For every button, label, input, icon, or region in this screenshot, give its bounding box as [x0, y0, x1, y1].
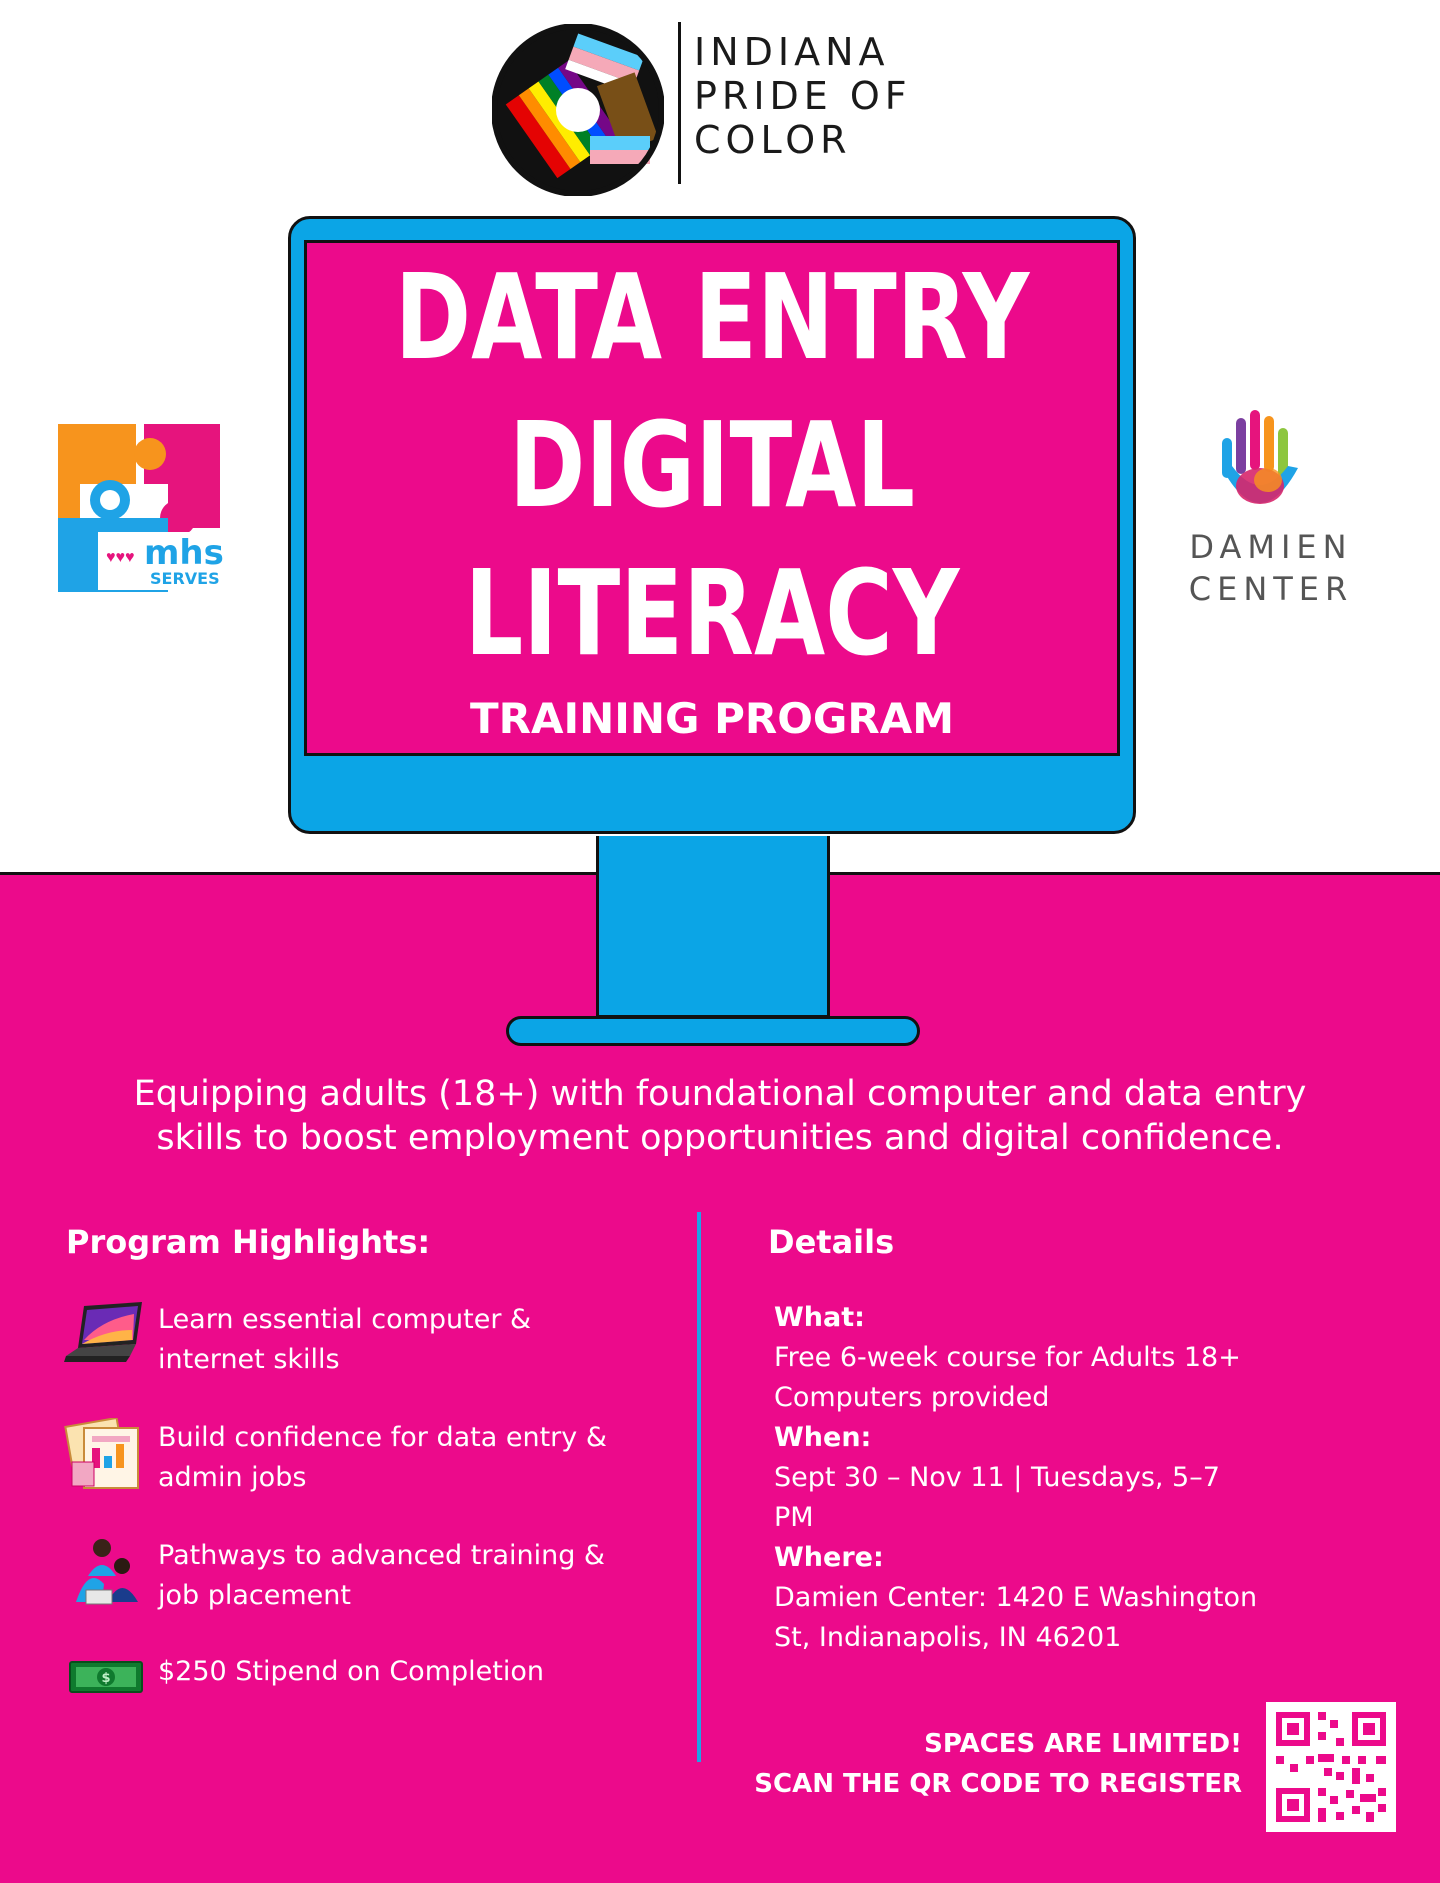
highlight-text [158, 1418, 678, 1498]
highlight-text [158, 1536, 678, 1616]
highlight-line: Build confidence for data entry & [158, 1422, 607, 1453]
title-subtitle: TRAINING PROGRAM [469, 694, 955, 743]
tagline-line: skills to boost employment opportunities and digital confidence. [156, 1118, 1284, 1158]
where-text: Damien Center: 1420 E Washington [774, 1582, 1258, 1613]
highlight-line: job placement [158, 1580, 351, 1611]
damien-center-logo-text [1176, 526, 1366, 610]
cta-line: SCAN THE QR CODE TO REGISTER [754, 1769, 1242, 1799]
svg-text:♥♥♥: ♥♥♥ [106, 549, 135, 566]
highlight-text [158, 1300, 678, 1380]
column-divider [697, 1212, 701, 1762]
highlight-line: Pathways to advanced training & [158, 1540, 605, 1571]
header-divider [678, 22, 681, 184]
mhs-logo-word: mhs [144, 533, 224, 573]
laptop-icon [62, 1300, 148, 1374]
svg-text:$: $ [101, 1671, 111, 1686]
cta-line: SPACES ARE LIMITED! [924, 1729, 1242, 1759]
monitor-base [506, 1016, 920, 1046]
register-call-to-action [690, 1724, 1242, 1804]
when-label: When: [774, 1422, 872, 1453]
damien-line: CENTER [1188, 570, 1354, 608]
highlight-item [62, 1418, 682, 1508]
highlight-line: admin jobs [158, 1462, 307, 1493]
cash-icon [62, 1652, 148, 1726]
org-name-line: INDIANA [694, 30, 890, 74]
title-line: DIGITAL [509, 396, 915, 534]
highlight-line: Learn essential computer & [158, 1304, 532, 1335]
tagline-line: Equipping adults (18+) with foundational computer and data entry [133, 1074, 1307, 1114]
highlight-line: internet skills [158, 1344, 340, 1375]
qr-code-icon[interactable] [1266, 1702, 1396, 1832]
highlight-item [62, 1536, 682, 1626]
title-line: LITERACY [464, 544, 960, 682]
title-line: DATA ENTRY [394, 248, 1030, 386]
highlight-text [158, 1652, 678, 1692]
tagline [40, 1072, 1400, 1160]
org-name-line: COLOR [694, 118, 852, 162]
highlights-heading: Program Highlights: [66, 1223, 431, 1261]
where-label: Where: [774, 1542, 884, 1573]
highlight-line: $250 Stipend on Completion [158, 1656, 544, 1687]
org-name [694, 30, 954, 162]
people-laptop-icon [62, 1536, 148, 1610]
details-heading: Details [768, 1223, 895, 1261]
pride-of-color-logo-icon [492, 24, 664, 196]
details-list [774, 1298, 1334, 1658]
highlight-item [62, 1300, 682, 1390]
when-text: Sept 30 – Nov 11 | Tuesdays, 5–7 [774, 1462, 1220, 1493]
monitor-neck [596, 836, 830, 1018]
when-text: PM [774, 1502, 814, 1533]
mhs-logo-tagline: SERVES [150, 569, 220, 588]
highlight-item [62, 1652, 682, 1742]
org-name-line: PRIDE OF [694, 74, 912, 118]
damien-hand-icon [1218, 408, 1302, 512]
where-text: St, Indianapolis, IN 46201 [774, 1622, 1122, 1653]
what-label: What: [774, 1302, 865, 1333]
what-text: Free 6-week course for Adults 18+ [774, 1342, 1241, 1373]
mhs-serves-logo-icon [58, 420, 234, 592]
documents-icon [62, 1418, 148, 1492]
what-text: Computers provided [774, 1382, 1050, 1413]
damien-line: DAMIEN [1189, 528, 1353, 566]
